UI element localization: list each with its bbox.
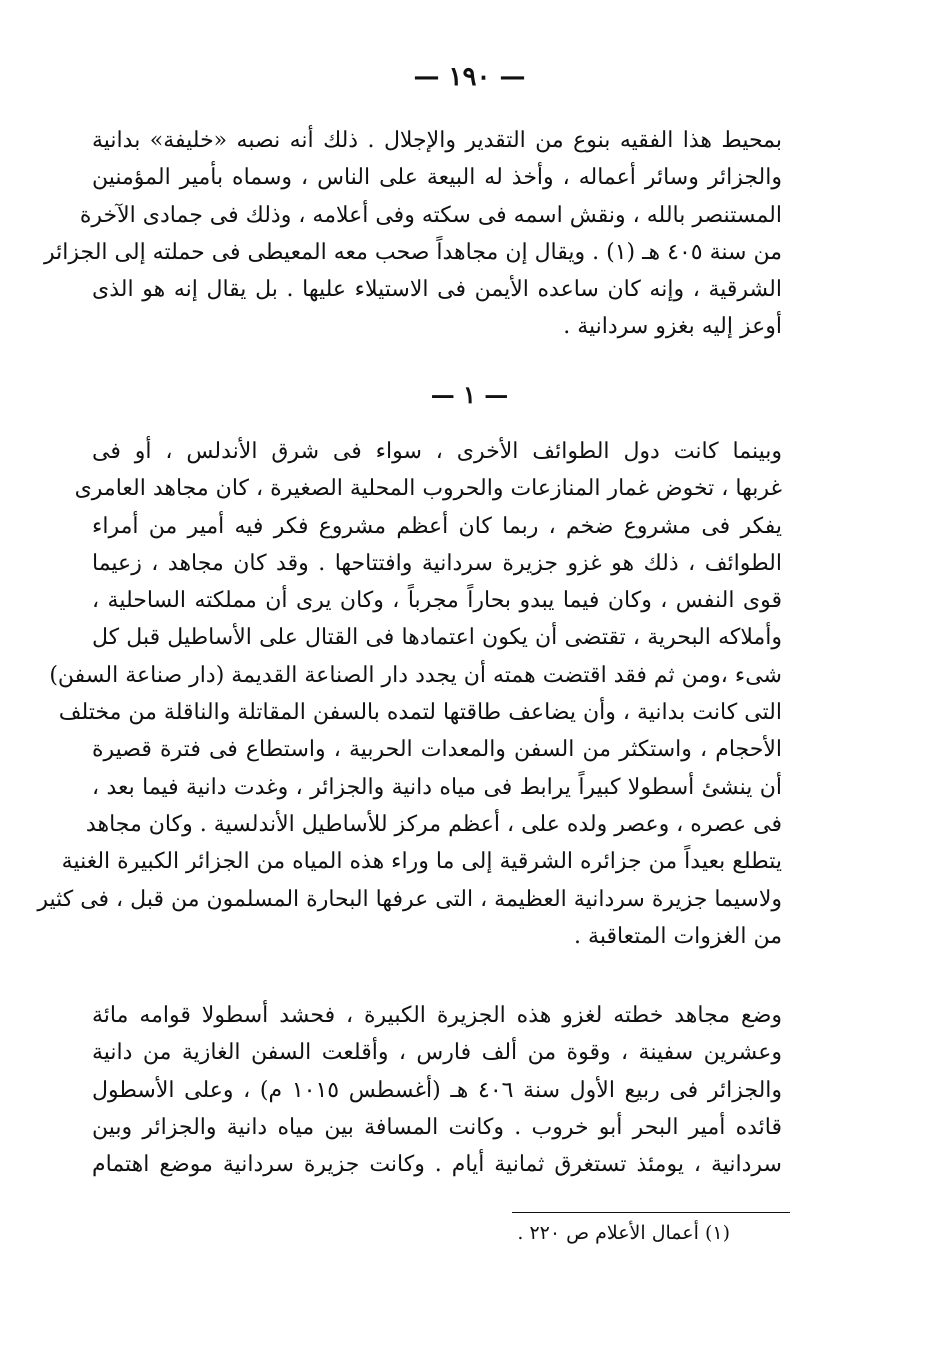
text-line: وأملاكه البحرية ، تقتضى أن يكون اعتمادها فى القتال على الأساطيل قبل كل bbox=[92, 625, 782, 651]
text-line: غربها ، تخوض غمار المنازعات والحروب المحلية الصغيرة ، كان مجاهد العامرى bbox=[74, 476, 782, 502]
text-line: الطوائف ، ذلك هو غزو جزيرة سردانية وافتتاحها . وقد كان مجاهد ، زعيما bbox=[92, 550, 782, 576]
footnote: (١) أعمال الأعلام ص ٢٢٠ . bbox=[517, 1222, 730, 1244]
text-line: فى عصره ، وعصر ولده على ، أعظم مركز للأساطيل الأندلسية . وكان مجاهد bbox=[85, 811, 782, 837]
text-line: والجزائر وسائر أعماله ، وأخذ له البيعة على الناس ، وسماه بأمير المؤمنين bbox=[92, 165, 782, 191]
section-number: — ١ — bbox=[430, 380, 509, 409]
footnote-divider bbox=[512, 1212, 790, 1213]
body-paragraph-2 bbox=[92, 997, 782, 1183]
text-line: الأحجام ، واستكثر من السفن والمعدات الحربية ، واستطاع فى فترة قصيرة bbox=[92, 737, 782, 763]
text-line: المستنصر بالله ، ونقش اسمه فى سكته وفى أعلامه ، وذلك فى جمادى الآخرة bbox=[79, 202, 782, 228]
body-paragraph-1 bbox=[37, 433, 782, 955]
text-line: من سنة ٤٠٥ هـ (١) . ويقال إن مجاهداً صحب معه المعيطى فى حملته إلى الجزائر bbox=[44, 239, 782, 265]
text-line: أوعز إليه بغزو سردانية . bbox=[563, 314, 782, 340]
intro-paragraph bbox=[44, 122, 782, 346]
text-line: وعشرين سفينة ، وقوة من ألف فارس ، وأقلعت السفن الغازية من دانية bbox=[92, 1040, 782, 1066]
text-line: والجزائر فى ربيع الأول سنة ٤٠٦ هـ (أغسطس ١٠١٥ م) ، وعلى الأسطول bbox=[92, 1077, 783, 1103]
text-line: سردانية ، يومئذ تستغرق ثمانية أيام . وكانت جزيرة سردانية موضع اهتمام bbox=[92, 1152, 782, 1178]
text-line: وبينما كانت دول الطوائف الأخرى ، سواء فى شرق الأندلس ، أو فى bbox=[92, 439, 782, 464]
text-line: قوى النفس ، وكان فيما يبدو بحاراً مجرباً ، وكان يرى أن مملكته الساحلية ، bbox=[92, 588, 782, 614]
text-line: ولاسيما جزيرة سردانية العظيمة ، التى عرفها البحارة المسلمون من قبل ، فى كثير bbox=[37, 886, 782, 912]
text-line: وضع مجاهد خطته لغزو هذه الجزيرة الكبيرة ، فحشد أسطولا قوامه مائة bbox=[92, 1003, 783, 1028]
text-line: قائده أمير البحر أبو خروب . وكانت المسافة بين مياه دانية والجزائر وبين bbox=[92, 1114, 782, 1140]
text-line: شىء ،ومن ثم فقد اقتضت همته أن يجدد دار الصناعة القديمة (دار صناعة السفن) bbox=[49, 662, 782, 688]
text-line: بمحيط هذا الفقيه بنوع من التقدير والإجلال . ذلك أنه نصبه «خليفة» بدانية bbox=[92, 128, 782, 153]
text-line: التى كانت بدانية ، وأن يضاعف طاقتها لتمده بالسفن المقاتلة والناقلة من مختلف bbox=[58, 700, 782, 726]
text-line: يفكر فى مشروع ضخم ، ربما كان أعظم مشروع فكر فيه أمير من أمراء bbox=[92, 513, 782, 539]
text-line: من الغزوات المتعاقبة . bbox=[574, 923, 782, 949]
text-line: الشرقية ، وإنه كان ساعده الأيمن فى الاستيلاء عليها . بل يقال إنه هو الذى bbox=[92, 277, 782, 303]
text-line: يتطلع بعيداً من جزائره الشرقية إلى ما وراء هذه المياه من الجزائر الكبيرة الغنية bbox=[61, 849, 782, 875]
page-number: — ١٩٠ — bbox=[413, 62, 526, 92]
text-line: أن ينشئ أسطولا كبيراً يرابط فى مياه دانية والجزائر ، وغدت دانية فيما بعد ، bbox=[92, 774, 782, 800]
